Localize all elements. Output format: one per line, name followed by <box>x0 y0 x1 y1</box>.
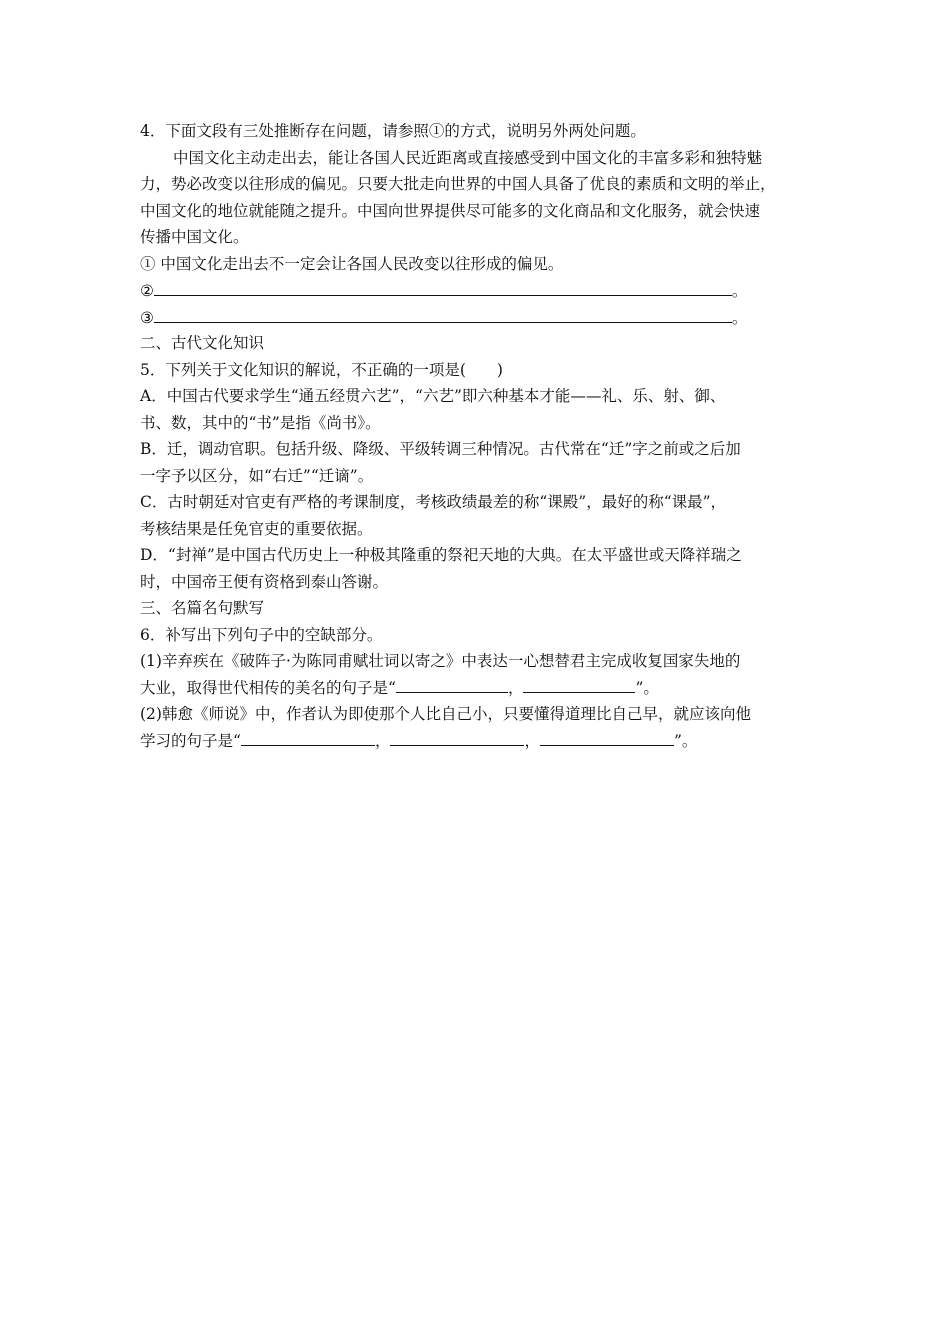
comma: ， <box>374 731 391 750</box>
option-b-line: 一字予以区分，如“右迁”“迁谪”。 <box>140 466 374 485</box>
answer-2-period: 。 <box>731 282 748 300</box>
option-d-line: 时，中国帝王便有资格到泰山答谢。 <box>140 572 389 591</box>
question-6-stem: 6．补写出下列句子中的空缺部分。 <box>140 625 383 644</box>
section-2-heading: 二、古代文化知识 <box>140 334 265 352</box>
passage-line: 力，势必改变以往形成的偏见。只要大批走向世界的中国人具备了优良的素质和文明的举止， <box>140 175 776 193</box>
question-4-stem: 4．下面文段有三处推断存在问题，请参照①的方式，说明另外两处问题。 <box>140 122 646 140</box>
item-1-prefix: 大业，取得世代相传的美名的句子是“ <box>140 678 396 697</box>
passage-line: 传播中国文化。 <box>140 228 249 246</box>
item-1-blank-2[interactable] <box>523 675 635 693</box>
answer-2-row <box>140 277 812 304</box>
close-quote: ”。 <box>673 731 698 750</box>
option-a-line: A．中国古代要求学生“通五经贯六艺”，“六艺”即六种基本才能——礼、乐、射、御、 <box>140 387 726 405</box>
answer-2-blank[interactable] <box>154 277 732 296</box>
answer-1-example: ① 中国文化走出去不一定会让各国人民改变以往形成的偏见。 <box>140 254 564 273</box>
option-c-line: C．古时朝廷对官吏有严格的考课制度，考核政绩最差的称“课殿”，最好的称“课最”， <box>140 493 727 511</box>
item-2-prefix: 学习的句子是“ <box>140 731 241 750</box>
item-2-line: (2)韩愈《师说》中，作者认为即使那个人比自己小，只要懂得道理比自己早，就应该向他 <box>140 705 751 723</box>
passage-line: 中国文化的地位就能随之提升。中国向世界提供尽可能多的文化商品和文化服务，就会快速 <box>140 201 761 220</box>
item-2-blank-2[interactable] <box>390 728 524 746</box>
close-quote: ”。 <box>635 678 659 697</box>
option-a-line: 书、数，其中的“书”是指《尚书》。 <box>140 413 381 432</box>
answer-3-blank[interactable] <box>154 304 732 323</box>
answer-3-period: 。 <box>731 308 748 327</box>
item-1-line: (1)辛弃疾在《破阵子·为陈同甫赋壮词以寄之》中表达一心想替君主完成收复国家失地的 <box>140 652 741 670</box>
comma: ， <box>524 731 540 750</box>
option-c-line: 考核结果是任免官吏的重要依据。 <box>140 519 373 538</box>
answer-2-label: ② <box>140 282 154 300</box>
passage-line: 中国文化主动走出去，能让各国人民近距离或直接感受到中国文化的丰富多彩和独特魅 <box>173 148 763 167</box>
answer-3-label: ③ <box>140 308 154 327</box>
comma: ， <box>507 678 524 697</box>
item-1-blank-1[interactable] <box>396 675 508 693</box>
option-b-line: B．迁，调动官职。包括升级、降级、平级转调三种情况。古代常在“迁”字之前或之后加 <box>140 440 741 458</box>
section-3-heading: 三、名篇名句默写 <box>140 599 265 617</box>
question-5-stem: 5．下列关于文化知识的解说，不正确的一项是( ) <box>140 360 503 379</box>
item-2-blank-1[interactable] <box>241 728 375 746</box>
document-page <box>140 118 812 754</box>
option-d-line: D．“封禅”是中国古代历史上一种极其隆重的祭祀天地的大典。在太平盛世或天降祥瑞之 <box>140 546 742 564</box>
item-1-answer-row <box>140 675 812 702</box>
item-2-answer-row <box>140 728 812 755</box>
item-2-blank-3[interactable] <box>540 728 674 746</box>
answer-3-row <box>140 304 812 331</box>
